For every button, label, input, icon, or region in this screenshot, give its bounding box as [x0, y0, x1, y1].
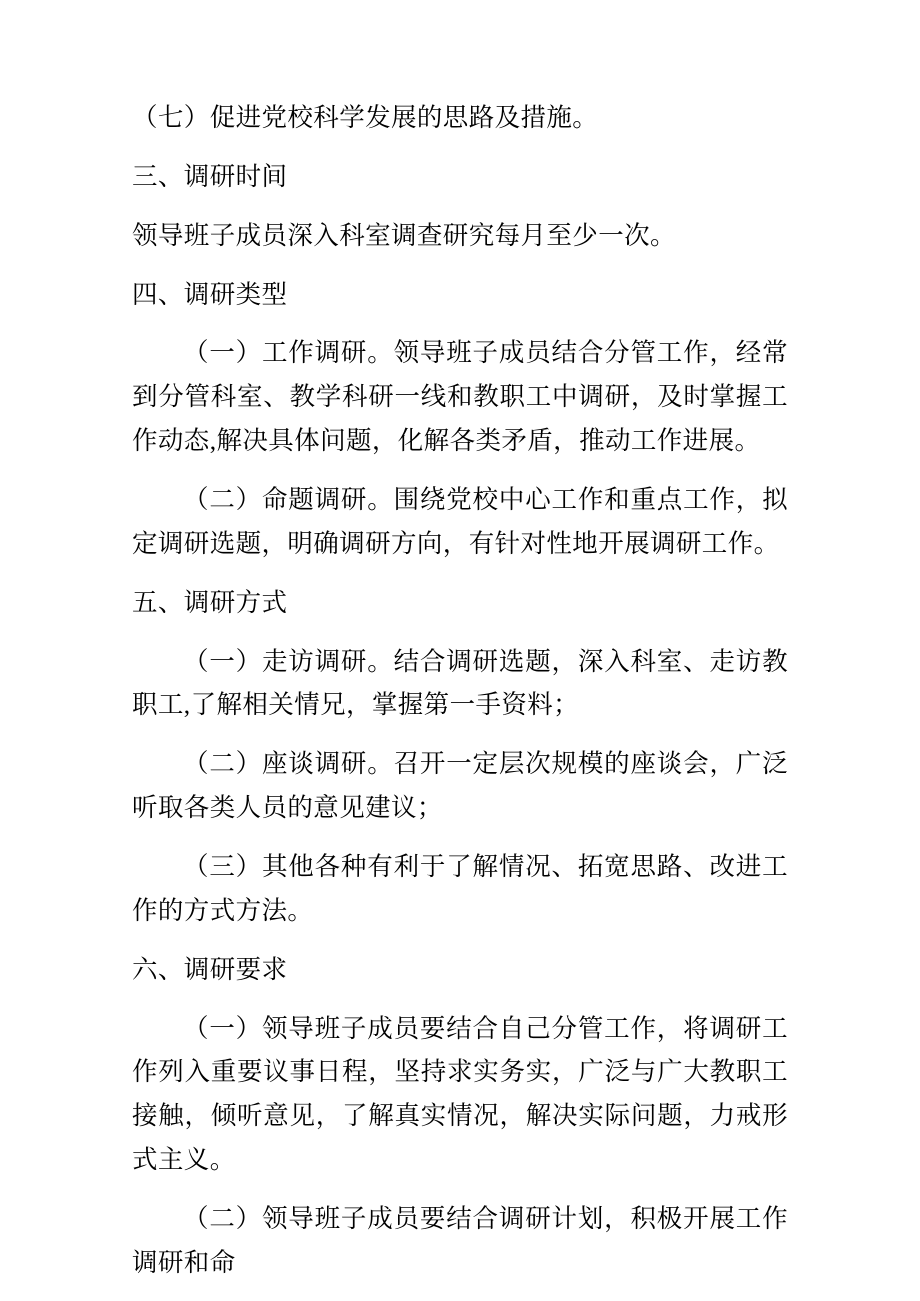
document-body: [132, 96, 788, 1285]
heading-section-5: 五、调研方式: [132, 587, 288, 617]
paragraph-section-6-item-2: （二）领导班子成员要结合调研计划，积极开展工作调研和命: [132, 1204, 788, 1277]
heading-section-6: 六、调研要求: [132, 954, 288, 984]
paragraph-section-3-body: 领导班子成员深入科室调查研究每月至少一次。: [132, 220, 676, 250]
paragraph-section-4-item-1: （一）工作调研。领导班子成员结合分管工作，经常到分管科室、教学科研一线和教职工中调研，及时掌握工作动态,解决具体问题，化解各类矛盾，推动工作进展。: [132, 338, 788, 456]
paragraph-section-6-item-1: （一）领导班子成员要结合自己分管工作，将调研工作列入重要议事日程，坚持求实务实，广泛与广大教职工接触，倾听意见，了解真实情况，解决实际问题，力戒形式主义。: [132, 1013, 788, 1175]
paragraph-section-4-item-2: （二）命题调研。围绕党校中心工作和重点工作，拟定调研选题，明确调研方向，有针对性地开展调研工作。: [132, 485, 788, 558]
heading-section-4: 四、调研类型: [132, 279, 288, 309]
paragraph-section-5-item-3: （三）其他各种有利于了解情况、拓宽思路、改进工作的方式方法。: [132, 852, 788, 925]
paragraph-section-5-item-2: （二）座谈调研。召开一定层次规模的座谈会，广泛听取各类人员的意见建议；: [132, 749, 788, 823]
paragraph-item-7: （七）促进党校科学发展的思路及措施。: [132, 103, 599, 132]
paragraph-section-5-item-1: （一）走访调研。结合调研选题，深入科室、走访教职工,了解相关情兄，掌握第一手资料；: [132, 646, 788, 720]
heading-section-3: 三、调研时间: [132, 161, 288, 191]
